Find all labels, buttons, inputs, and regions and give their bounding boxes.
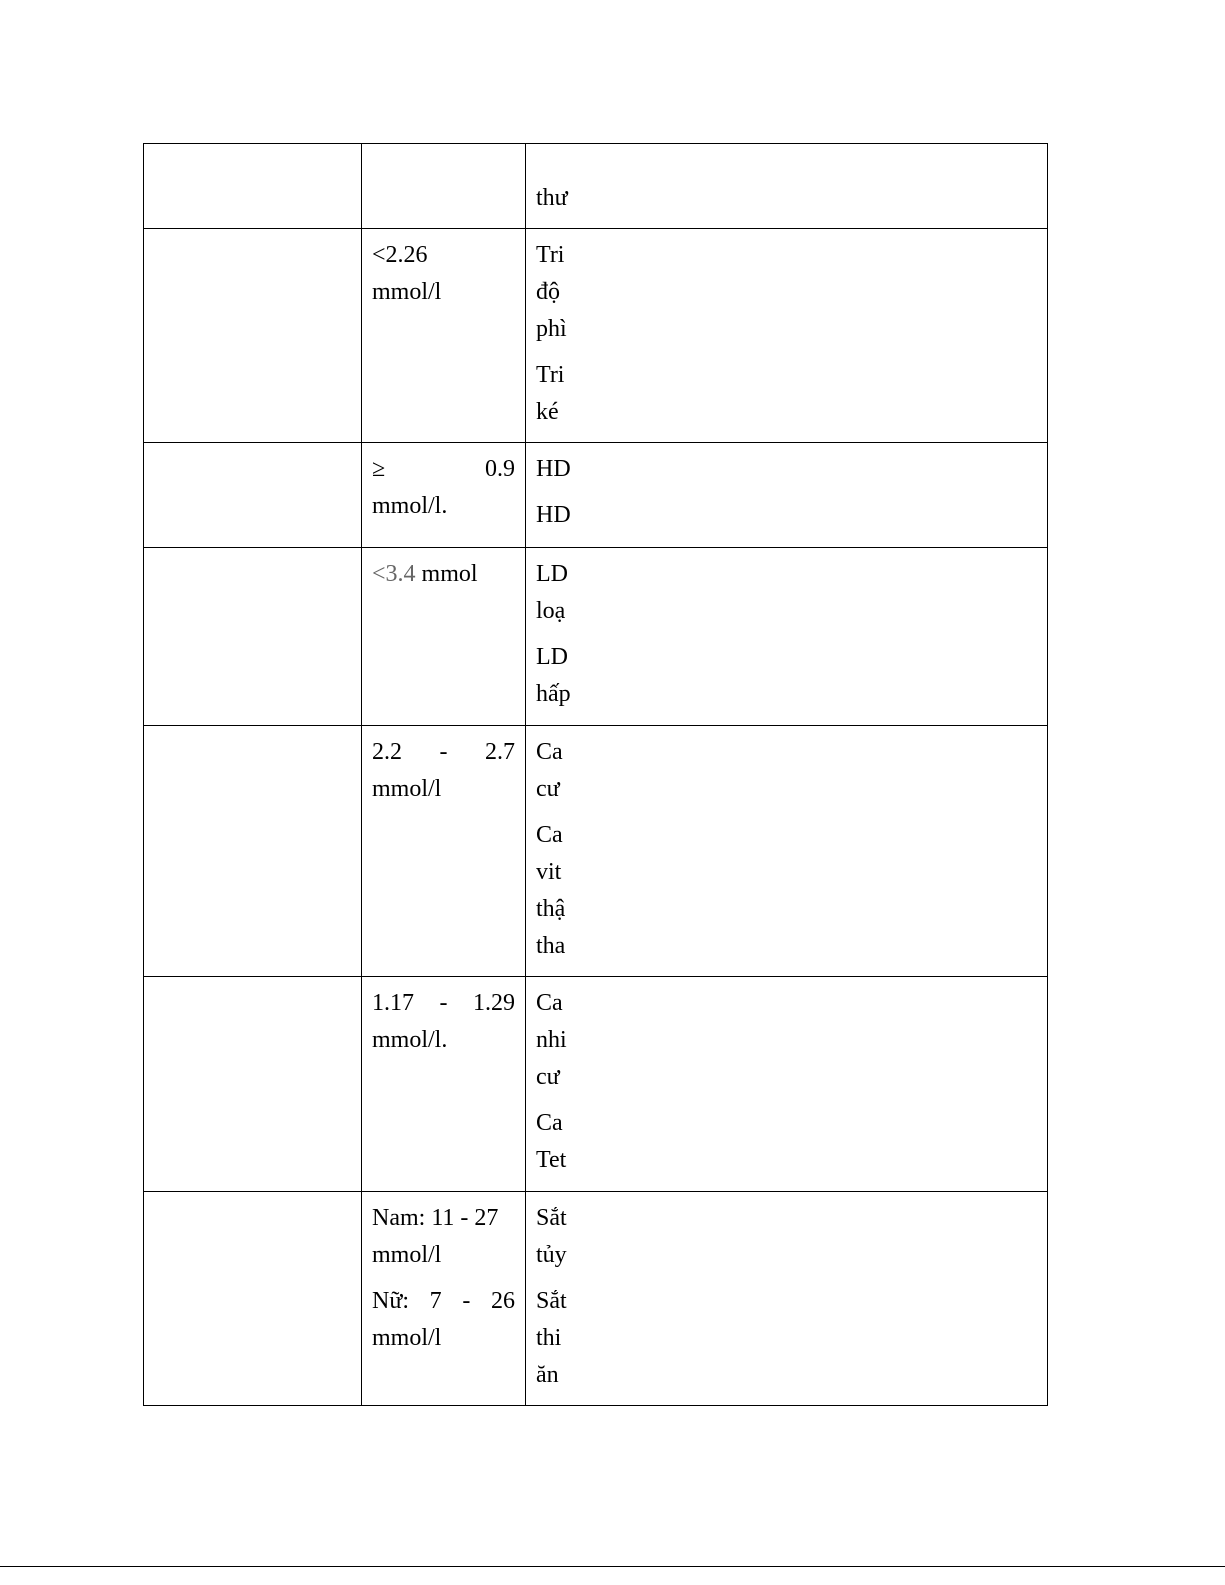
clinical-note-cell: [526, 548, 1048, 726]
clinical-note-cell: [526, 977, 1048, 1192]
test-name-cell: [144, 229, 362, 443]
note-text: cư: [536, 1064, 560, 1090]
note-text: Tri: [536, 362, 565, 388]
reference-unit: mmol/l: [372, 776, 442, 802]
reference-value: 1.29: [473, 990, 515, 1016]
reference-value-cell: [362, 144, 526, 229]
table-row: [144, 144, 1048, 229]
reference-value: 7: [429, 1288, 442, 1314]
reference-unit: mmol/l: [372, 279, 442, 305]
reference-value-cell: [362, 443, 526, 548]
note-text: Ca: [536, 739, 563, 765]
reference-value: 2.7: [485, 739, 515, 765]
note-text: ké: [536, 399, 559, 425]
clinical-note-cell: [526, 1192, 1048, 1406]
note-text: LD: [536, 644, 568, 670]
clinical-note-cell: [526, 443, 1048, 548]
reference-value: 0.9: [485, 456, 515, 482]
clinical-note-cell: [526, 726, 1048, 977]
test-name-cell: [144, 726, 362, 977]
note-text: LD: [536, 561, 568, 587]
note-text: Ca: [536, 1110, 563, 1136]
note-text: Tet: [536, 1147, 567, 1173]
reference-unit: mmol/l: [372, 1325, 442, 1351]
note-text: thư: [536, 185, 568, 211]
test-name-cell: [144, 443, 362, 548]
reference-operator: ≥: [372, 456, 386, 482]
reference-value: 2.2: [372, 739, 402, 765]
reference-value-male: Nam: 11 - 27: [372, 1205, 499, 1231]
note-text: Sắt: [536, 1288, 567, 1314]
test-name-cell: [144, 977, 362, 1192]
table-row: [144, 548, 1048, 726]
note-text: cư: [536, 776, 560, 802]
note-text: tha: [536, 933, 566, 959]
note-text: phì: [536, 316, 567, 342]
reference-unit: mmol: [415, 561, 478, 587]
note-text: thậ: [536, 896, 566, 922]
note-text: hấp: [536, 681, 571, 707]
reference-unit: mmol/l.: [372, 1027, 448, 1053]
note-text: vit: [536, 859, 562, 885]
reference-value: <2.26: [372, 242, 428, 268]
note-text: HD: [536, 456, 571, 482]
note-text: độ: [536, 279, 560, 305]
reference-value: 1.17: [372, 990, 414, 1016]
reference-unit: mmol/l.: [372, 493, 448, 519]
reference-value: <3.4: [372, 561, 416, 587]
note-text: tủy: [536, 1242, 567, 1268]
lab-reference-table: [143, 143, 1048, 1406]
note-text: ăn: [536, 1362, 559, 1388]
table-row: [144, 443, 1048, 548]
reference-unit: mmol/l: [372, 1242, 442, 1268]
note-text: Tri: [536, 242, 565, 268]
reference-value-cell: [362, 548, 526, 726]
table-row: [144, 977, 1048, 1192]
clinical-note-cell: [526, 144, 1048, 229]
table-row: [144, 1192, 1048, 1406]
reference-separator: -: [439, 739, 448, 765]
note-text: nhi: [536, 1027, 567, 1053]
page-bottom-rule: [0, 1566, 1225, 1567]
test-name-cell: [144, 548, 362, 726]
reference-separator: -: [462, 1288, 471, 1314]
reference-separator: -: [439, 990, 448, 1016]
reference-label-female: Nữ:: [372, 1288, 410, 1314]
table-row: [144, 229, 1048, 443]
reference-value-cell: [362, 726, 526, 977]
reference-value-cell: [362, 1192, 526, 1406]
note-text: thi: [536, 1325, 562, 1351]
reference-value-cell: [362, 977, 526, 1192]
note-text: Ca: [536, 990, 563, 1016]
test-name-cell: [144, 144, 362, 229]
reference-value: 26: [490, 1288, 515, 1314]
table-row: [144, 726, 1048, 977]
test-name-cell: [144, 1192, 362, 1406]
note-text: HD: [536, 502, 571, 528]
reference-value-cell: [362, 229, 526, 443]
note-text: Ca: [536, 822, 563, 848]
clinical-note-cell: [526, 229, 1048, 443]
note-text: loạ: [536, 598, 566, 624]
note-text: Sắt: [536, 1205, 567, 1231]
